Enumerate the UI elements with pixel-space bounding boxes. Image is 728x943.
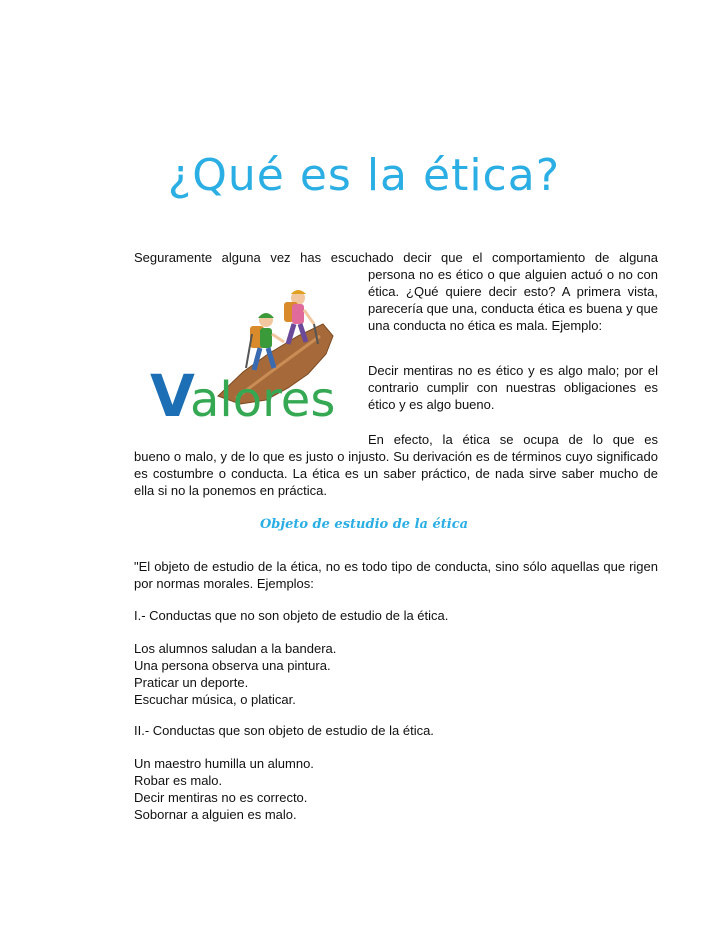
valores-logo-image [148,284,348,432]
svg-text:alores: alores [190,372,336,428]
list-item: Robar es malo. [134,773,223,788]
svg-text:V: V [150,362,195,430]
list-item: Decir mentiras no es correcto. [134,790,308,805]
list-item: Escuchar música, o platicar. [134,692,296,707]
paragraph-3-rest: bueno o malo, y de lo que es justo o injusto. Su derivación es de términos cuyo significado es costumbre o conducta. La ética es un saber práctico, de nada sirve saber mucho de ella si no la ponemos en práctica. [134,449,658,498]
list-item: Sobornar a alguien es malo. [134,807,297,822]
paragraph-1-rest: persona no es ético o que alguien actuó o no con ética. ¿Qué quiere decir esto? A primera vista, parecería que una, conducta ética es buena y que una conducta no ética es mala. Ejemplo: [368,267,658,333]
section-2-list [134,755,658,823]
section-1-heading: I.- Conductas que no son objeto de estudio de la ética. [134,608,449,623]
list-item: Una persona observa una pintura. [134,658,331,673]
list-item: Los alumnos saludan a la bandera. [134,641,337,656]
page-title: ¿Qué es la ética? [167,150,561,201]
section-1-list [134,640,658,708]
paragraph-3-lead: En efecto, la ética se ocupa de lo que es [368,432,658,447]
paragraph-1-lead: Seguramente alguna vez has escuchado decir que el comportamiento de alguna [134,250,658,265]
intro-paragraph: "El objeto de estudio de la ética, no es todo tipo de conducta, sino sólo aquellas que rigen por normas morales. Ejemplos: [134,559,658,591]
list-item: Un maestro humilla un alumno. [134,756,314,771]
section-2-heading: II.- Conductas que son objeto de estudio de la ética. [134,723,434,738]
paragraph-2: Decir mentiras no es ético y es algo malo; por el contrario cumplir con nuestras obligaciones es ético y es algo bueno. [368,363,658,412]
section-subtitle: Objeto de estudio de la ética [259,517,469,532]
list-item: Praticar un deporte. [134,675,249,690]
